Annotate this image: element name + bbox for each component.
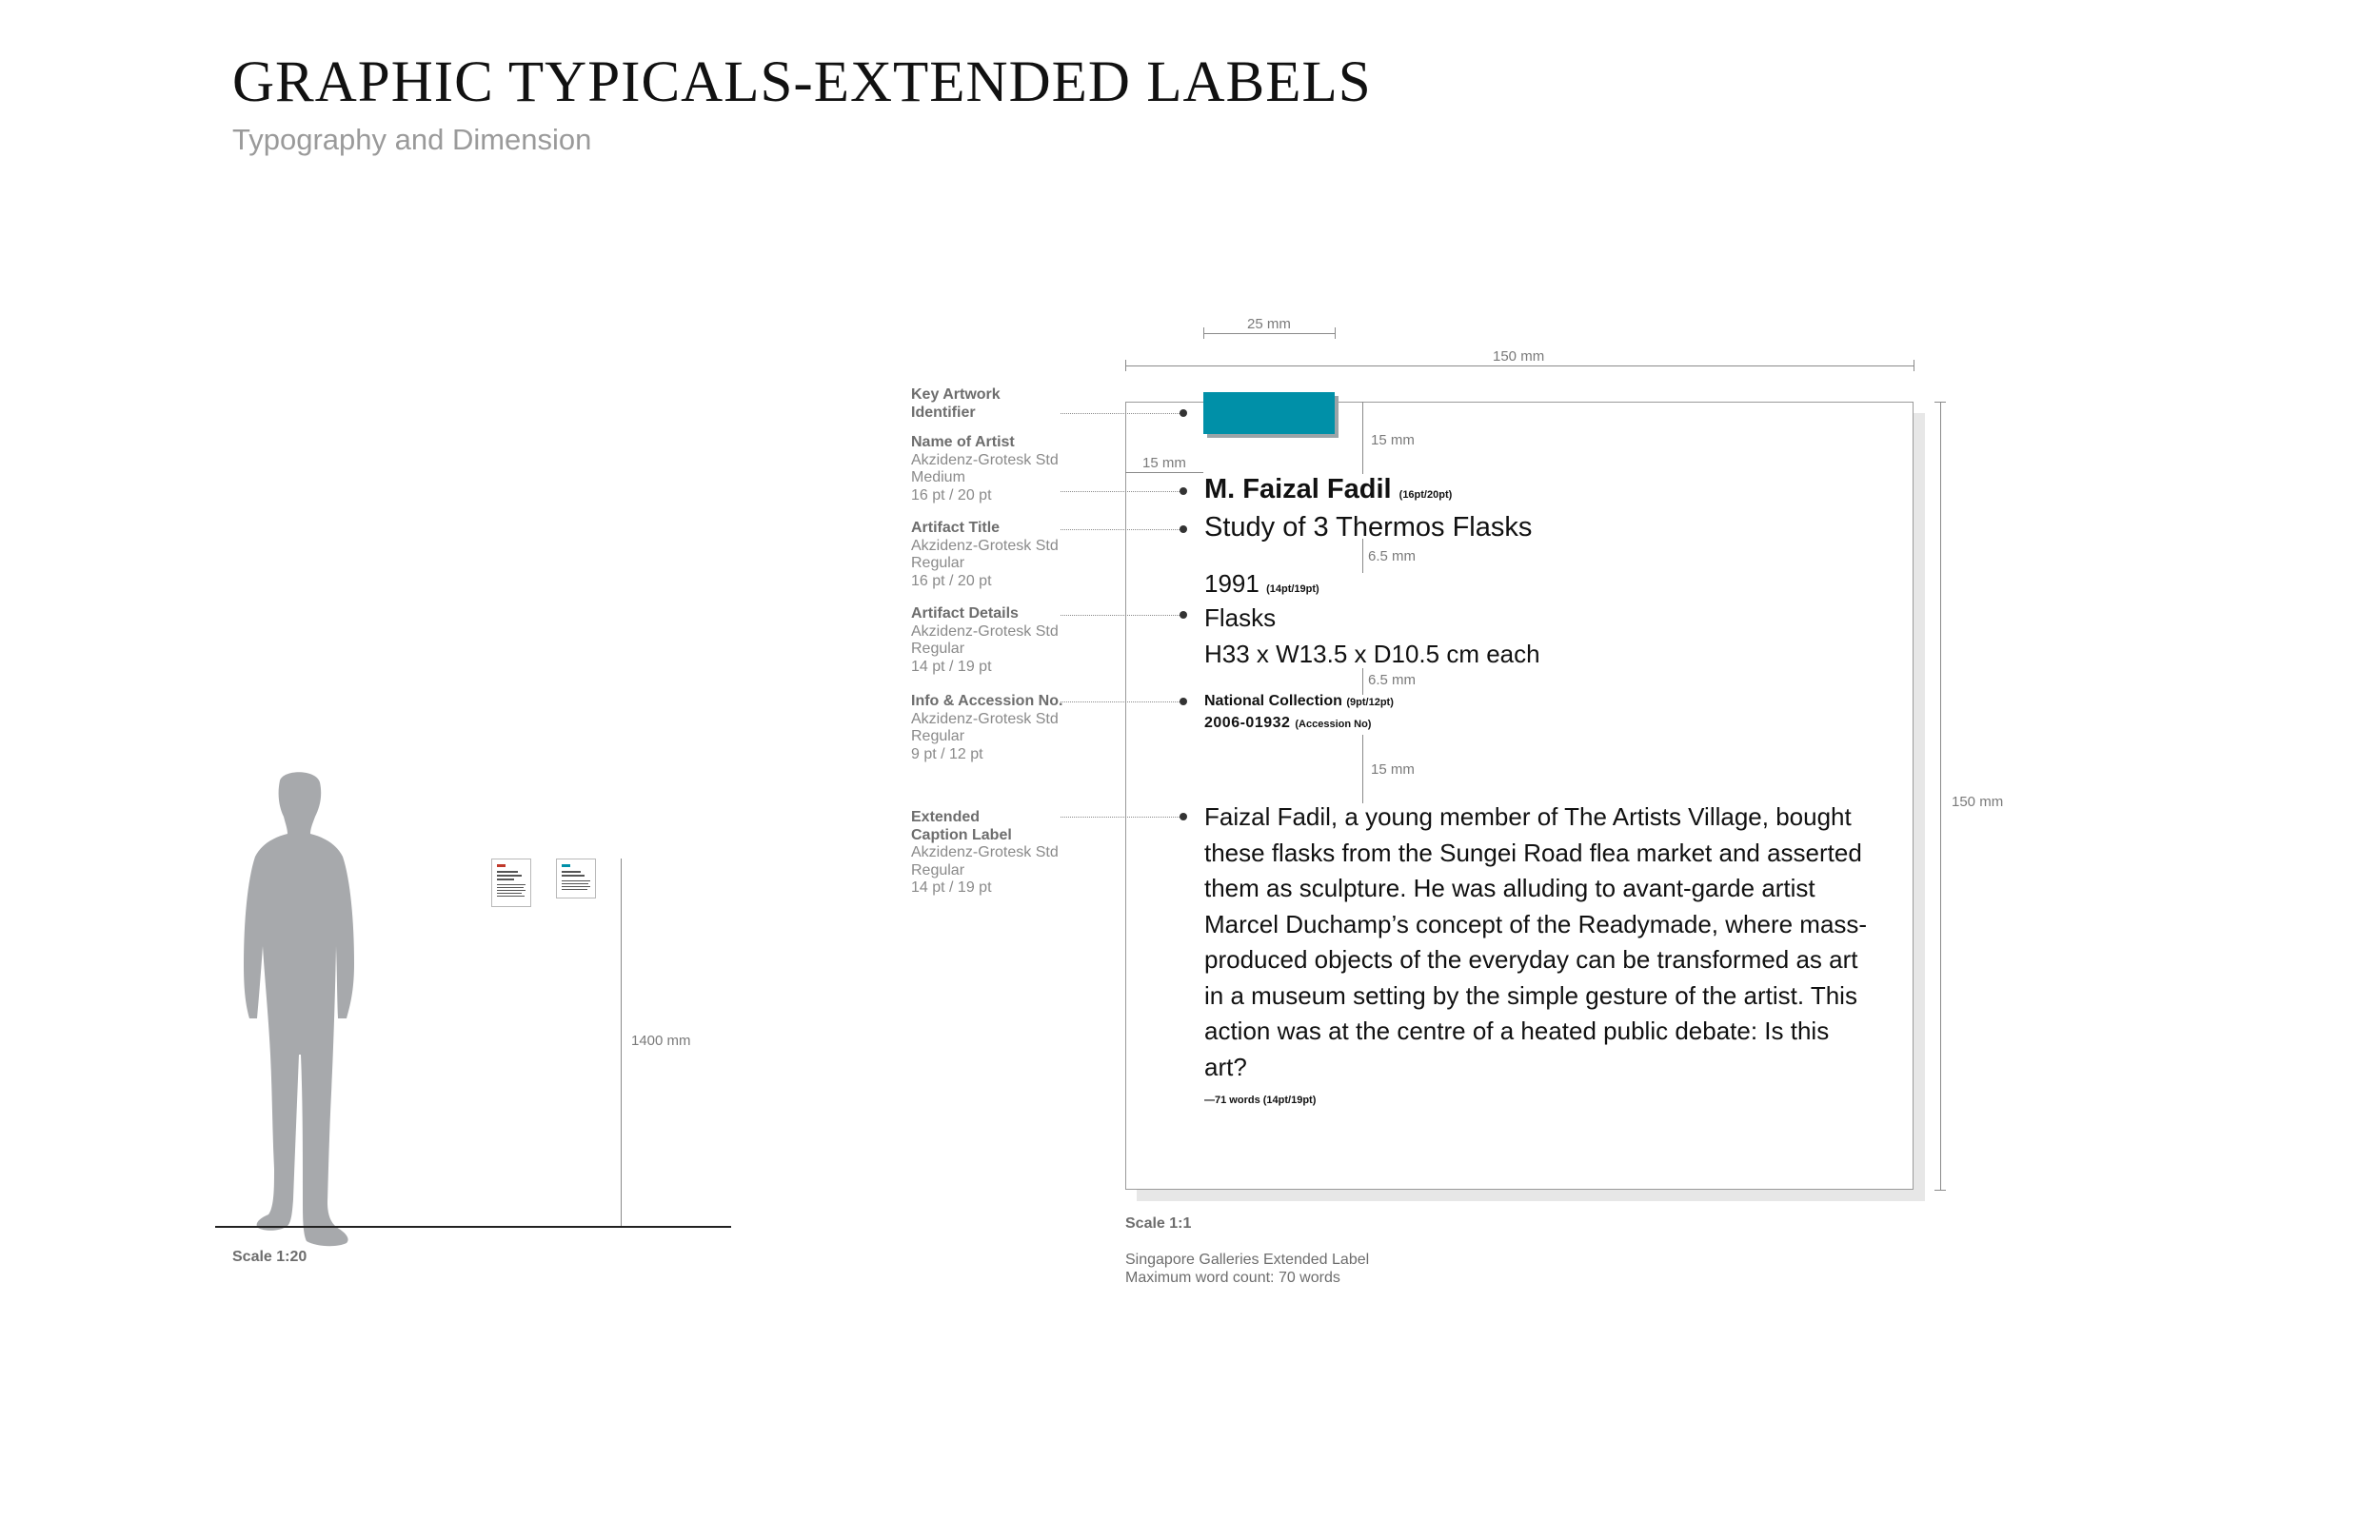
accession-note: (Accession No): [1295, 719, 1372, 730]
leader-caption: [1061, 817, 1183, 818]
card-height-text: 150 mm: [1952, 794, 2004, 810]
dot-info: [1180, 698, 1187, 705]
key-artwork-identifier: [1203, 392, 1335, 434]
gap-info-caption-line: [1362, 735, 1363, 803]
extended-caption: Faizal Fadil, a young member of The Artists Village, bought these flasks from the Sungei Road flea market and asserted them as sculpture. He was alluding to avant-garde artist Marcel Duchamp’s concept of the Readymade, where mass-produced objects of the everyday can be transformed as art in a museum setting by the simple gesture of the artist. This action was at the centre of a heated public debate: Is this art?: [1204, 802, 1868, 1081]
spec-info-accession: Info & Accession No. Akzidenz-Grotesk Std Regular 9 pt / 12 pt: [911, 693, 1063, 762]
gap-title-year-line: [1362, 539, 1363, 573]
accession-number: 2006-01932 (Accession No): [1204, 715, 1372, 731]
leader-title: [1061, 529, 1183, 530]
height-dimension-text: 1400 mm: [631, 1033, 691, 1049]
dot-title: [1180, 525, 1187, 533]
leader-details: [1061, 615, 1183, 616]
artist-name: M. Faizal Fadil (16pt/20pt): [1204, 474, 1453, 504]
left-margin-line: [1125, 472, 1203, 473]
card-height-line: [1940, 402, 1941, 1190]
human-silhouette: [225, 769, 371, 1254]
page-title: GRAPHIC TYPICALS-EXTENDED LABELS: [232, 50, 1372, 114]
artifact-year: 1991 (14pt/19pt): [1204, 569, 1319, 598]
spec-key-artwork-identifier: Key Artwork Identifier: [911, 386, 1001, 421]
leader-artist: [1061, 491, 1183, 492]
spec-extended-caption: Extended Caption Label Akzidenz-Grotesk Std Regular 14 pt / 19 pt: [911, 809, 1059, 896]
gap-details-info-text: 6.5 mm: [1368, 672, 1417, 688]
height-dimension-line: [621, 859, 622, 1226]
gap-info-caption-text: 15 mm: [1371, 761, 1415, 778]
year-note: (14pt/19pt): [1266, 583, 1319, 595]
card-width-text: 150 mm: [1493, 348, 1545, 365]
artifact-title: Study of 3 Thermos Flasks: [1204, 512, 1533, 543]
mini-label-extended: [556, 859, 596, 898]
leader-info: [1061, 701, 1183, 702]
spec-artifact-details: Artifact Details Akzidenz-Grotesk Std Regular 14 pt / 19 pt: [911, 605, 1059, 675]
artifact-dimensions: H33 x W13.5 x D10.5 cm each: [1204, 640, 1540, 668]
card-width-line: [1125, 365, 1914, 366]
spec-name-of-artist: Name of Artist Akzidenz-Grotesk Std Medium 16 pt / 20 pt: [911, 434, 1059, 503]
mini-label-standard: [491, 859, 531, 907]
collection-note: (9pt/12pt): [1346, 697, 1394, 708]
artifact-medium: Flasks: [1204, 603, 1277, 632]
mini-identifier-teal: [562, 864, 570, 867]
dot-artist: [1180, 487, 1187, 495]
spec-artifact-title: Artifact Title Akzidenz-Grotesk Std Regular 16 pt / 20 pt: [911, 520, 1059, 589]
leader-key-identifier: [1061, 413, 1183, 414]
mini-identifier-red: [497, 864, 506, 867]
gap-title-year-text: 6.5 mm: [1368, 548, 1417, 564]
dot-key-identifier: [1180, 409, 1187, 417]
top-margin-text: 15 mm: [1371, 432, 1415, 448]
dot-caption: [1180, 813, 1187, 820]
footer-notes: Singapore Galleries Extended Label Maximum word count: 70 words: [1125, 1252, 1370, 1286]
scale-1-1-label: Scale 1:1: [1125, 1215, 1192, 1232]
artist-note: (16pt/20pt): [1398, 489, 1453, 501]
collection-info: National Collection (9pt/12pt): [1204, 693, 1394, 709]
top-margin-line: [1362, 402, 1363, 474]
scale-1-20-label: Scale 1:20: [232, 1249, 307, 1265]
identifier-width-line: [1203, 333, 1335, 334]
left-margin-text: 15 mm: [1142, 455, 1186, 471]
word-count-note: —71 words (14pt/19pt): [1204, 1095, 1317, 1106]
identifier-width-text: 25 mm: [1247, 316, 1291, 332]
dot-details: [1180, 611, 1187, 619]
floor-line: [215, 1226, 731, 1228]
gap-details-info-line: [1362, 668, 1363, 695]
page-subtitle: Typography and Dimension: [232, 123, 592, 156]
